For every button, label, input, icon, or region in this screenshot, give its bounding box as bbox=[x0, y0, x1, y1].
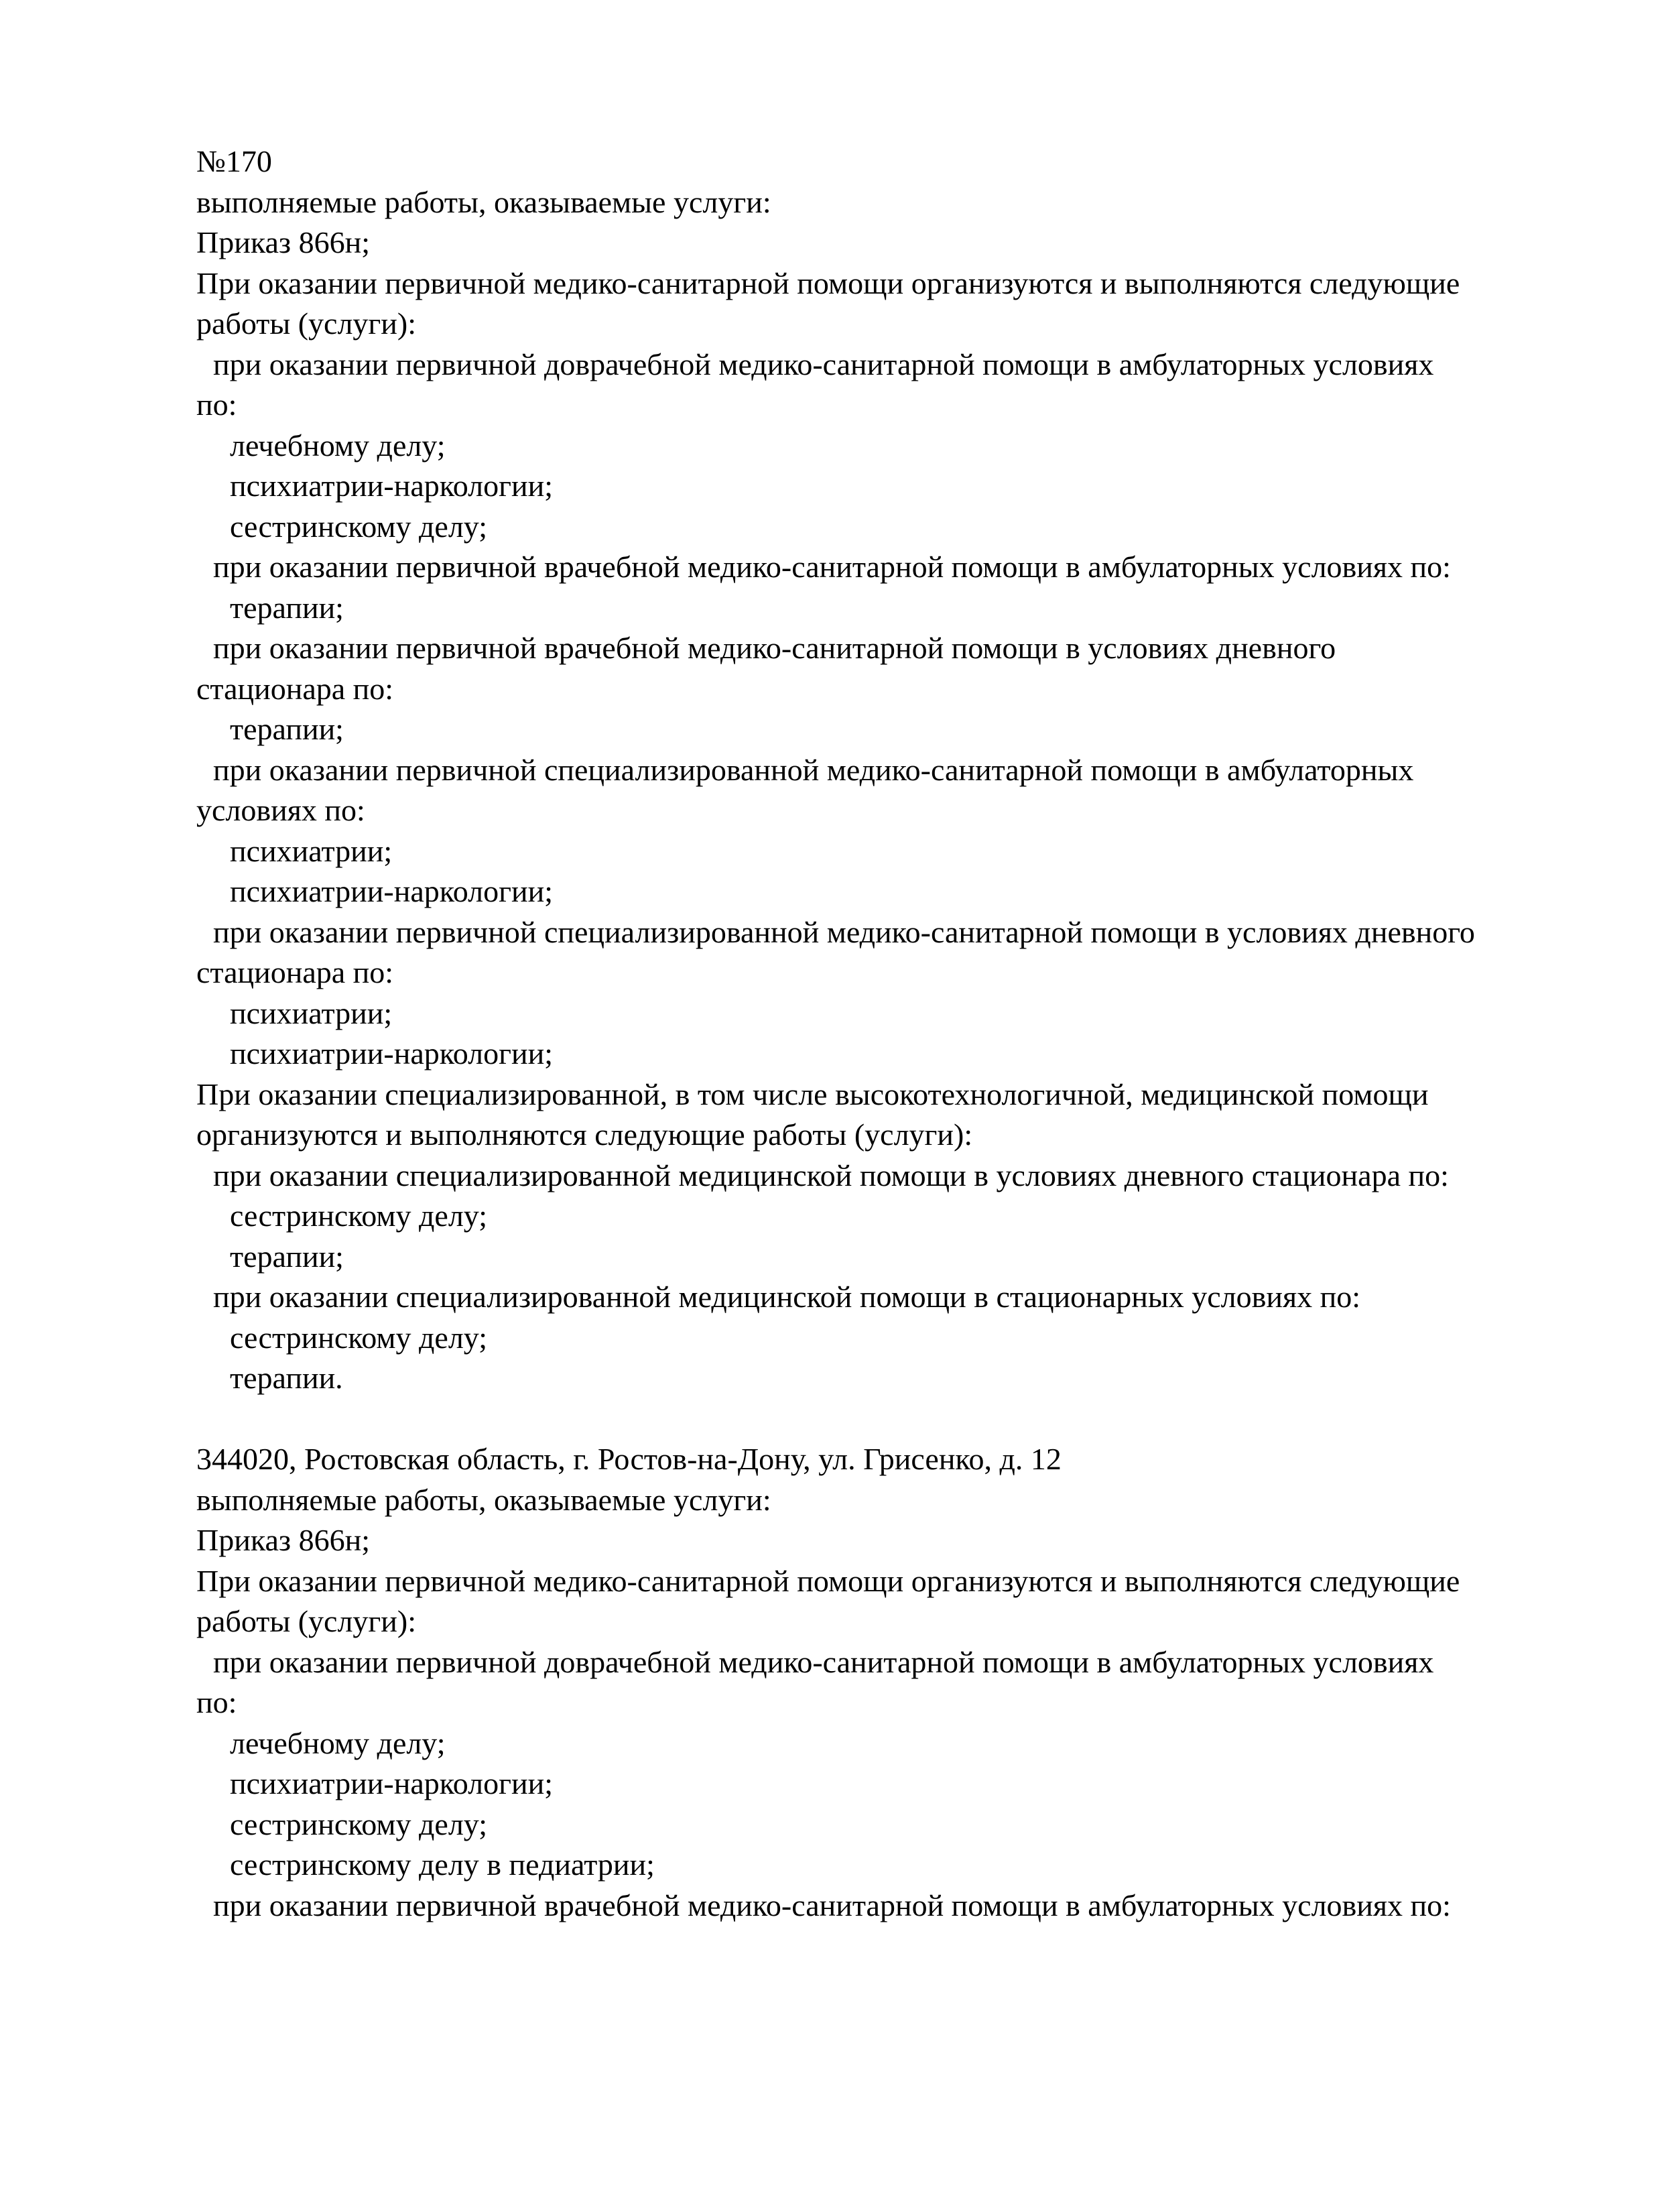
document-line: при оказании первичной специализированной медико-санитарной помощи в условиях дневного bbox=[213, 914, 1475, 949]
document-line: по: bbox=[196, 1685, 237, 1719]
document-line: При оказании специализированной, в том числе высокотехнологичной, медицинской помощи bbox=[196, 1077, 1429, 1111]
document-line: организуются и выполняются следующие работы (услуги): bbox=[196, 1117, 973, 1152]
document-line: стационара по: bbox=[196, 955, 394, 989]
document-line: терапии; bbox=[230, 712, 344, 746]
document-line: Приказ 866н; bbox=[196, 1523, 370, 1557]
document-line: При оказании первичной медико-санитарной помощи организуются и выполняются следующие bbox=[196, 1563, 1460, 1598]
document-line: сестринскому делу; bbox=[230, 1199, 487, 1233]
document-line: При оказании первичной медико-санитарной помощи организуются и выполняются следующие bbox=[196, 265, 1460, 300]
document-line: психиатрии-наркологии; bbox=[230, 874, 553, 908]
document-line: при оказании специализированной медицинской помощи в стационарных условиях по: bbox=[213, 1280, 1360, 1314]
document-line: психиатрии; bbox=[230, 833, 393, 868]
document-line: по: bbox=[196, 387, 237, 422]
document-line: терапии. bbox=[230, 1361, 343, 1395]
document-line: выполняемые работы, оказываемые услуги: bbox=[196, 1482, 771, 1517]
document-line: при оказании первичной специализированной медико-санитарной помощи в амбулаторных bbox=[213, 752, 1414, 787]
document-line: психиатрии; bbox=[230, 995, 393, 1030]
document-line: лечебному делу; bbox=[230, 1725, 446, 1760]
document-line: психиатрии-наркологии; bbox=[230, 1766, 553, 1800]
document-line: стационара по: bbox=[196, 671, 394, 706]
document-line: №170 bbox=[196, 144, 272, 178]
document-line: сестринскому делу; bbox=[230, 509, 487, 544]
document-line: при оказании первичной врачебной медико-санитарной помощи в амбулаторных условиях по: bbox=[213, 1888, 1451, 1922]
document-line: при оказании первичной врачебной медико-санитарной помощи в амбулаторных условиях по: bbox=[213, 550, 1451, 584]
document-line: сестринскому делу в педиатрии; bbox=[230, 1847, 655, 1882]
document-line: при оказании специализированной медицинской помощи в условиях дневного стационара по: bbox=[213, 1158, 1449, 1192]
document-line: терапии; bbox=[230, 590, 344, 625]
document-line: при оказании первичной доврачебной медико-санитарной помощи в амбулаторных условиях bbox=[213, 1644, 1434, 1679]
document-line: сестринскому делу; bbox=[230, 1320, 487, 1355]
document-line: при оказании первичной доврачебной медико-санитарной помощи в амбулаторных условиях bbox=[213, 347, 1434, 381]
blank-line bbox=[196, 1399, 1541, 1440]
document-line: при оказании первичной врачебной медико-санитарной помощи в условиях дневного bbox=[213, 631, 1336, 665]
document-line: терапии; bbox=[230, 1239, 344, 1274]
document-line: выполняемые работы, оказываемые услуги: bbox=[196, 184, 771, 219]
document-line: Приказ 866н; bbox=[196, 225, 370, 259]
document-line: работы (услуги): bbox=[196, 1604, 416, 1638]
document-line: лечебному делу; bbox=[230, 428, 446, 463]
document-text-block bbox=[196, 141, 1541, 1926]
document-line: работы (услуги): bbox=[196, 306, 416, 341]
document-line: сестринскому делу; bbox=[230, 1806, 487, 1841]
document-line: 344020, Ростовская область, г. Ростов-на-Дону, ул. Грисенко, д. 12 bbox=[196, 1442, 1062, 1476]
document-line: психиатрии-наркологии; bbox=[230, 469, 553, 503]
document-line: психиатрии-наркологии; bbox=[230, 1036, 553, 1070]
document-line: условиях по: bbox=[196, 793, 365, 827]
